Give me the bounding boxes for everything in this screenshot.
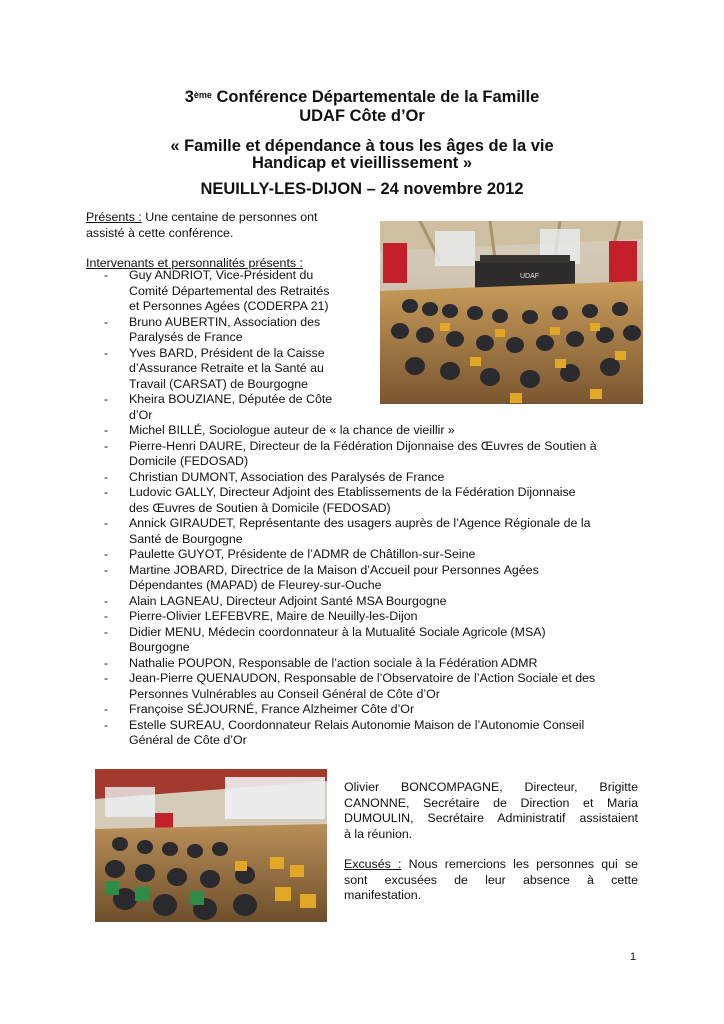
list-dash: - [104, 469, 109, 484]
title-line-2: UDAF Côte d’Or [299, 107, 425, 125]
excuses-line-3: manifestation. [344, 888, 422, 902]
intervenant-item [101, 439, 641, 470]
intervenant-item [101, 470, 641, 486]
list-dash: - [104, 392, 109, 406]
intervenant-item [101, 346, 351, 393]
conference-photo-stage-drawing [380, 221, 643, 404]
title-ordinal-suffix: ème [193, 90, 212, 100]
intervenant-text-l1: Christian DUMONT, Association des Paralysés de France [129, 469, 445, 484]
intervenant-text-l1: Estelle SUREAU, Coordonnateur Relais Autonomie Maison de l’Autonomie Conseil [129, 717, 585, 732]
title-line-3: « Famille et dépendance à tous les âges de la vie [170, 137, 554, 155]
list-dash: - [104, 268, 109, 282]
intervenant-text-l1: Annick GIRAUDET, Représentante des usagers auprès de l’Agence Régionale de la [129, 516, 591, 530]
intervenant-text-l1: Pierre-Henri DAURE, Directeur de la Fédération Dijonnaise des Œuvres de Soutien à [129, 438, 597, 453]
intervenant-item [101, 392, 351, 423]
intervenant-text-l1: Françoise SÉJOURNÉ, France Alzheimer Côte d’Or [129, 702, 415, 716]
intervenant-item [101, 547, 641, 563]
intervenant-text-l1: Kheira BOUZIANE, Députée de Côte [129, 392, 333, 406]
intervenant-text-l2: Personnes Vulnérables au Conseil Général de Côte d’Or [129, 686, 440, 701]
intervenant-text-l1: Bruno AUBERTIN, Association des [129, 314, 321, 329]
excuses-line-2: sont excusées de leur absence à cette [344, 872, 638, 887]
intervenant-item [101, 702, 641, 718]
stage-banner-text: UDAF [520, 273, 540, 280]
intervenant-text-l1: Didier MENU, Médecin coordonnateur à la Mutualité Sociale Agricole (MSA) [129, 624, 546, 639]
title-conference: Conférence Départementale de la Famille [211, 88, 540, 106]
intervenant-text-l3: Travail (CARSAT) de Bourgogne [129, 376, 309, 391]
intervenant-text-l2: Bourgogne [129, 640, 190, 654]
intervenant-text-l2: des Œuvres de Soutien à Domicile (FEDOSAD) [129, 500, 391, 515]
list-dash: - [104, 717, 109, 732]
list-dash: - [104, 671, 109, 685]
list-dash: - [104, 438, 109, 453]
intervenant-text-l2: Santé de Bourgogne [129, 531, 243, 546]
list-dash: - [104, 562, 109, 577]
list-dash: - [104, 655, 109, 670]
intervenant-item [101, 718, 641, 749]
intervenant-text-l1: Michel BILLÉ, Sociologue auteur de « la chance de vieillir » [129, 423, 455, 437]
intervenant-item [101, 315, 351, 346]
list-dash: - [104, 624, 109, 639]
intervenant-text-l2: Général de Côte d’Or [129, 733, 247, 747]
intervenant-text-l1: Pierre-Olivier LEFEBVRE, Maire de Neuilly-les-Dijon [129, 609, 418, 623]
staff-line-3: DUMOULIN, Secrétaire Administratif assistaient [344, 811, 638, 825]
presents-paragraph [86, 210, 356, 241]
intervenant-text-l1: Nathalie POUPON, Responsable de l’action sociale à la Fédération ADMR [129, 655, 538, 670]
presents-text-a: Une centaine de personnes ont [141, 210, 318, 224]
title-line-1 [0, 87, 724, 107]
list-dash: - [104, 547, 109, 561]
conference-photo-audience-drawing [95, 769, 327, 922]
intervenant-item [101, 656, 641, 672]
conference-photo-stage [380, 221, 643, 404]
excuses-label: Excusés : [344, 857, 402, 871]
intervenant-text-l1: Yves BARD, Président de la Caisse [129, 345, 325, 360]
intervenant-text-l3: et Personnes Agées (CODERPA 21) [129, 299, 329, 313]
presents-label: Présents : [86, 210, 142, 224]
intervenant-item [101, 485, 641, 516]
intervenant-text-l1: Jean-Pierre QUENAUDON, Responsable de l’Observatoire de l’Action Sociale et des [129, 671, 596, 685]
list-dash: - [104, 345, 109, 360]
intervenant-item [101, 609, 641, 625]
staff-line-4: à la réunion. [344, 826, 413, 841]
list-dash: - [104, 423, 109, 437]
intervenant-text-l2: Paralysés de France [129, 330, 243, 344]
list-dash: - [104, 314, 109, 329]
excuses-paragraph [344, 857, 638, 904]
list-dash: - [104, 609, 109, 623]
list-dash: - [104, 702, 109, 716]
intervenant-text-l1: Martine JOBARD, Directrice de la Maison d’Accueil pour Personnes Agées [129, 562, 539, 577]
staff-paragraph [344, 780, 638, 842]
presents-text-b: assisté à cette conférence. [86, 225, 234, 240]
intervenant-item [101, 423, 641, 439]
page-number: 1 [630, 951, 637, 963]
conference-photo-audience [95, 769, 327, 922]
intervenant-text-l1: Ludovic GALLY, Directeur Adjoint des Etablissements de la Fédération Dijonnaise [129, 485, 576, 499]
list-dash: - [104, 516, 109, 530]
intervenant-item [101, 671, 641, 702]
intervenants-label: Intervenants et personnalités présents : [86, 256, 303, 270]
list-dash: - [104, 485, 109, 499]
list-dash: - [104, 593, 109, 608]
intervenant-text-l1: Alain LAGNEAU, Directeur Adjoint Santé MSA Bourgogne [129, 593, 447, 608]
intervenant-text-l1: Paulette GUYOT, Présidente de l’ADMR de Châtillon-sur-Seine [129, 547, 476, 561]
intervenant-text-l1: Guy ANDRIOT, Vice-Président du [129, 268, 314, 282]
intervenant-item [101, 563, 641, 594]
staff-line-1: Olivier BONCOMPAGNE, Directeur, Brigitte [344, 780, 638, 794]
intervenant-text-l2: d’Or [129, 407, 153, 422]
title-line-4: Handicap et vieillissement » [251, 154, 473, 172]
title-line-5: NEUILLY-LES-DIJON – 24 novembre 2012 [200, 180, 524, 198]
staff-line-2: CANONNE, Secrétaire de Direction et Maria [344, 795, 638, 810]
intervenant-text-l2: Dépendantes (MAPAD) de Fleurey-sur-Ouche [129, 578, 382, 592]
intervenant-text-l2: Comité Départemental des Retraités [129, 283, 330, 298]
title-ordinal: 3 [184, 88, 194, 106]
intervenant-item [101, 625, 641, 656]
intervenant-item [101, 594, 641, 610]
intervenant-text-l2: Domicile (FEDOSAD) [129, 454, 249, 468]
intervenant-item [101, 268, 351, 315]
intervenant-text-l2: d’Assurance Retraite et la Santé au [129, 361, 324, 375]
intervenant-item [101, 516, 641, 547]
excuses-line-1: Nous remercions les personnes qui se [401, 857, 639, 871]
